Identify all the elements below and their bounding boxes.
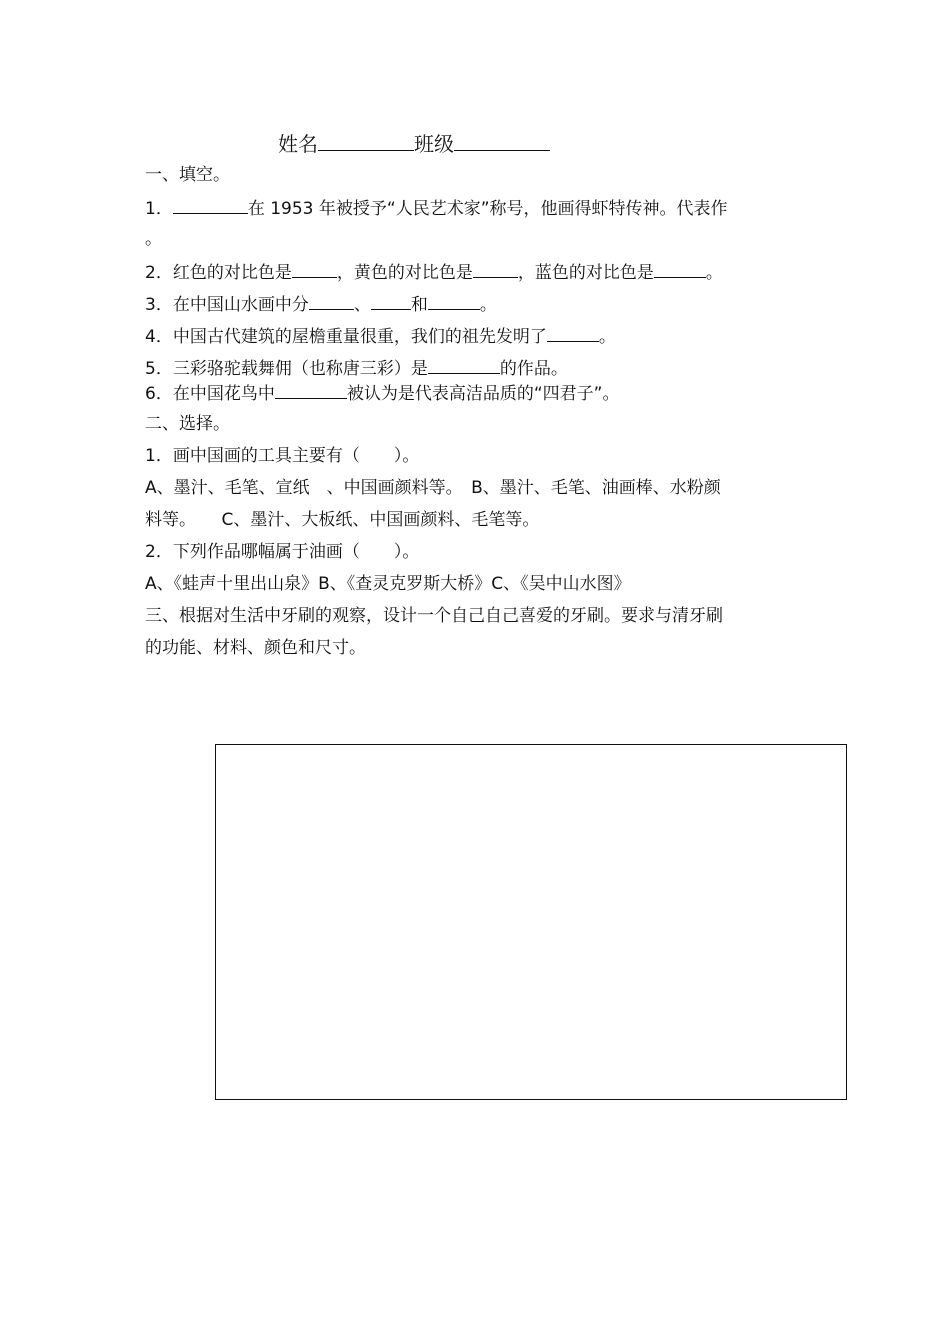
choice-1-options-line2: 料等。 C、墨汁、大板纸、中国画颜料、毛笔等。 [145, 510, 540, 530]
fill-question-6 [145, 380, 619, 406]
choice-question-2: 2．下列作品哪幅属于油画（ ）。 [145, 542, 420, 562]
choice-1-options-line1: A、墨汁、毛笔、宣纸 、中国画颜料等。 B、墨汁、毛笔、油画棒、水粉颜 [145, 478, 721, 498]
q5-text-a: 三彩骆驼载舞佣（也称唐三彩）是 [172, 359, 428, 379]
choice-question-1: 1．画中国画的工具主要有（ ）。 [145, 446, 420, 466]
q3-text-c: 和 [410, 295, 428, 315]
q2-blank-3[interactable] [654, 259, 706, 278]
q6-text-a: 在中国花鸟中 [172, 384, 275, 404]
q1-blank[interactable] [173, 195, 248, 214]
q3-blank-1[interactable] [309, 291, 354, 310]
q1-number: 1． [145, 199, 173, 219]
q2-text-b: ，黄色的对比色是 [336, 263, 473, 283]
name-blank[interactable] [318, 130, 414, 151]
q2-number: 2． [145, 263, 173, 283]
drawing-answer-box[interactable] [215, 744, 847, 1100]
design-task-line2: 的功能、材料、颜色和尺寸。 [145, 638, 366, 658]
q6-number: 6． [145, 384, 173, 404]
header-line [278, 130, 550, 157]
q3-blank-3[interactable] [428, 291, 480, 310]
q1-text: 在 1953 年被授予“人民艺术家”称号，他画得虾特传神。代表作 [247, 199, 728, 219]
q2-blank-1[interactable] [292, 259, 337, 278]
name-label: 姓名 [278, 132, 318, 156]
q2-text-a: 红色的对比色是 [172, 263, 292, 283]
section2-heading: 二、选择。 [145, 414, 230, 434]
q5-number: 5． [145, 359, 173, 379]
fill-question-3 [145, 291, 497, 317]
fill-question-4 [145, 323, 616, 349]
q5-text-b: 的作品。 [499, 359, 568, 379]
fill-question-2 [145, 259, 723, 285]
fill-question-1 [145, 195, 728, 221]
q3-text-d: 。 [479, 295, 497, 315]
q2-text-d: 。 [705, 263, 723, 283]
fill-question-1-cont: 。 [145, 229, 162, 249]
q3-text-b: 、 [353, 295, 371, 315]
fill-question-5 [145, 355, 568, 381]
q6-text-b: 被认为是代表高洁品质的“四君子”。 [346, 384, 620, 404]
q4-blank[interactable] [547, 323, 599, 342]
q3-blank-2[interactable] [371, 291, 411, 310]
q2-text-c: ，蓝色的对比色是 [517, 263, 654, 283]
class-label: 班级 [414, 132, 454, 156]
choice-2-options: A、《蛙声十里出山泉》B、《查灵克罗斯大桥》C、《吴中山水图》 [145, 574, 631, 594]
q4-text-b: 。 [598, 327, 616, 347]
q5-blank[interactable] [428, 355, 500, 374]
q2-blank-2[interactable] [473, 259, 518, 278]
class-blank[interactable] [454, 130, 550, 151]
q6-blank[interactable] [275, 380, 347, 399]
q4-number: 4． [145, 327, 173, 347]
section1-heading: 一、填空。 [145, 165, 230, 185]
q3-number: 3． [145, 295, 173, 315]
design-task-line1: 三、根据对生活中牙刷的观察，设计一个自己自己喜爱的牙刷。要求与清牙刷 [145, 606, 723, 626]
q3-text-a: 在中国山水画中分 [172, 295, 309, 315]
q4-text-a: 中国古代建筑的屋檐重量很重，我们的祖先发明了 [172, 327, 547, 347]
